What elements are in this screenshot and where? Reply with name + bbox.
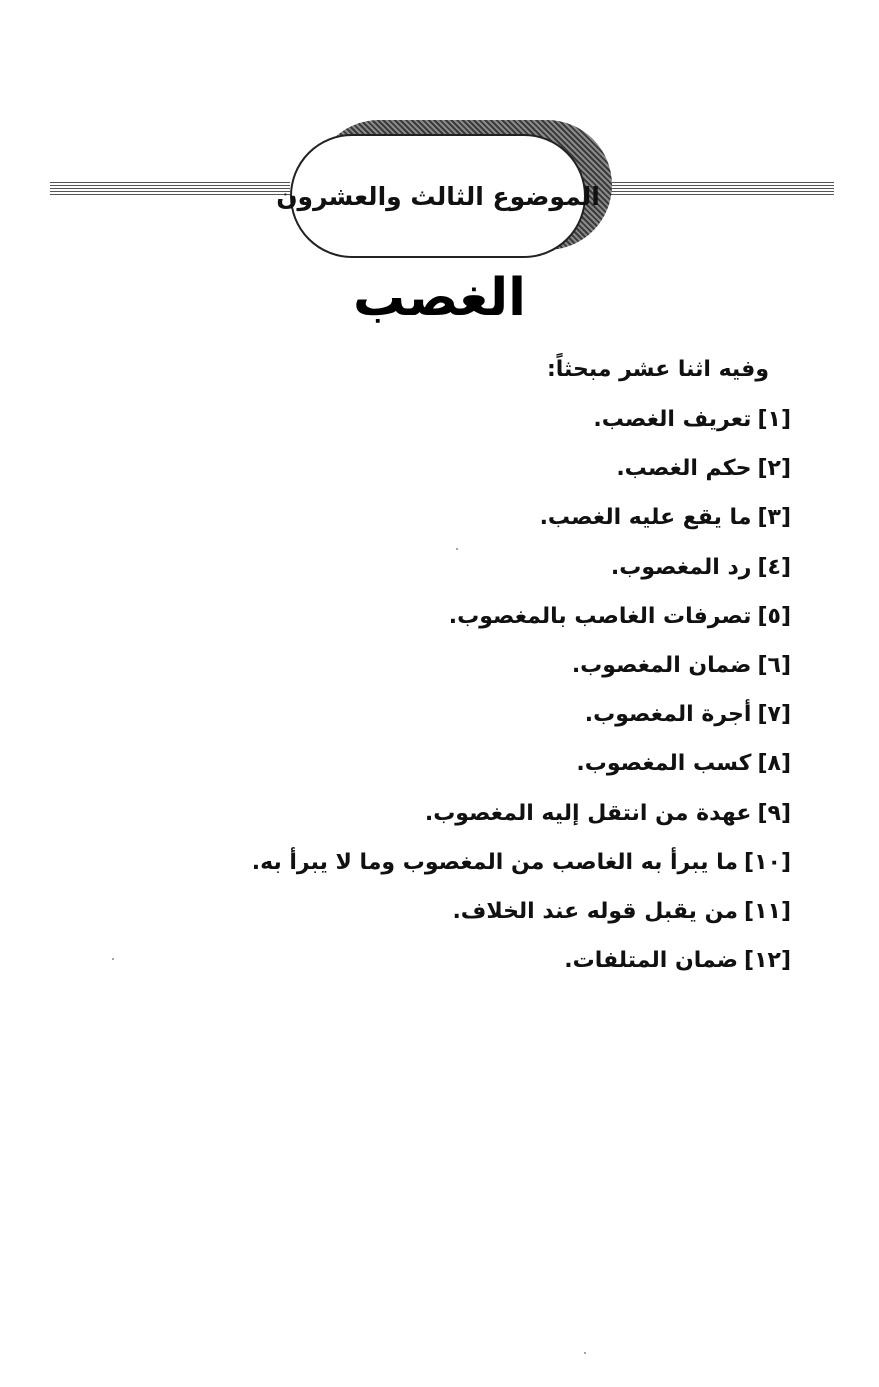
topic-number: [٩] bbox=[757, 800, 791, 826]
topic-text: تعريف الغصب. bbox=[593, 407, 752, 432]
topic-item bbox=[71, 395, 791, 444]
intro-line: وفيه اثنا عشر مبحثاً: bbox=[546, 357, 769, 382]
right-ornamental-rule bbox=[598, 182, 834, 196]
topic-text: رد المغصوب. bbox=[610, 554, 752, 580]
topic-number: [٤] bbox=[757, 554, 791, 580]
chapter-contents bbox=[71, 345, 791, 985]
topic-text: ما يبرأ به الغاصب من المغصوب وما لا يبرأ به. bbox=[251, 849, 739, 875]
scan-speck bbox=[112, 958, 114, 960]
topic-item bbox=[71, 493, 791, 542]
topic-item bbox=[71, 838, 791, 887]
topic-number: [١] bbox=[757, 407, 791, 432]
topic-text: أجرة المغصوب. bbox=[584, 702, 752, 728]
topic-item bbox=[71, 543, 791, 592]
topic-item bbox=[71, 887, 791, 936]
topic-number: [١١] bbox=[744, 898, 791, 924]
topic-item bbox=[71, 690, 791, 739]
topic-item bbox=[71, 592, 791, 641]
topic-text: من يقبل قوله عند الخلاف. bbox=[452, 898, 739, 924]
topic-number: [٢] bbox=[757, 456, 791, 482]
topic-number: [٥] bbox=[757, 603, 791, 629]
left-ornamental-rule bbox=[50, 182, 290, 196]
topic-badge bbox=[276, 134, 600, 258]
scan-speck bbox=[456, 548, 458, 550]
scan-speck bbox=[584, 1352, 586, 1354]
topic-item bbox=[71, 641, 791, 690]
topic-text: ما يقع عليه الغصب. bbox=[539, 505, 752, 531]
topic-text: ضمان المغصوب. bbox=[571, 652, 752, 678]
topic-number: [٧] bbox=[757, 702, 791, 728]
topic-text: عهدة من انتقل إليه المغصوب. bbox=[424, 800, 752, 826]
topic-text: كسب المغصوب. bbox=[576, 751, 752, 777]
topic-label: الموضوع الثالث والعشرون bbox=[276, 181, 600, 211]
topic-text: حكم الغصب. bbox=[616, 456, 752, 482]
topic-number: [٨] bbox=[757, 751, 791, 777]
topic-item bbox=[71, 739, 791, 788]
topic-text: ضمان المتلفات. bbox=[564, 948, 739, 974]
topic-text: تصرفات الغاصب بالمغصوب. bbox=[448, 603, 752, 629]
topic-number: [٦] bbox=[757, 652, 791, 678]
topic-number: [٣] bbox=[757, 505, 791, 531]
topic-number: [١٠] bbox=[744, 849, 791, 875]
topic-item bbox=[71, 936, 791, 985]
topic-number: [١٢] bbox=[744, 948, 791, 974]
chapter-title: الغصب bbox=[353, 268, 526, 328]
topic-list bbox=[71, 395, 791, 985]
topic-item bbox=[71, 789, 791, 838]
topic-item bbox=[71, 444, 791, 493]
